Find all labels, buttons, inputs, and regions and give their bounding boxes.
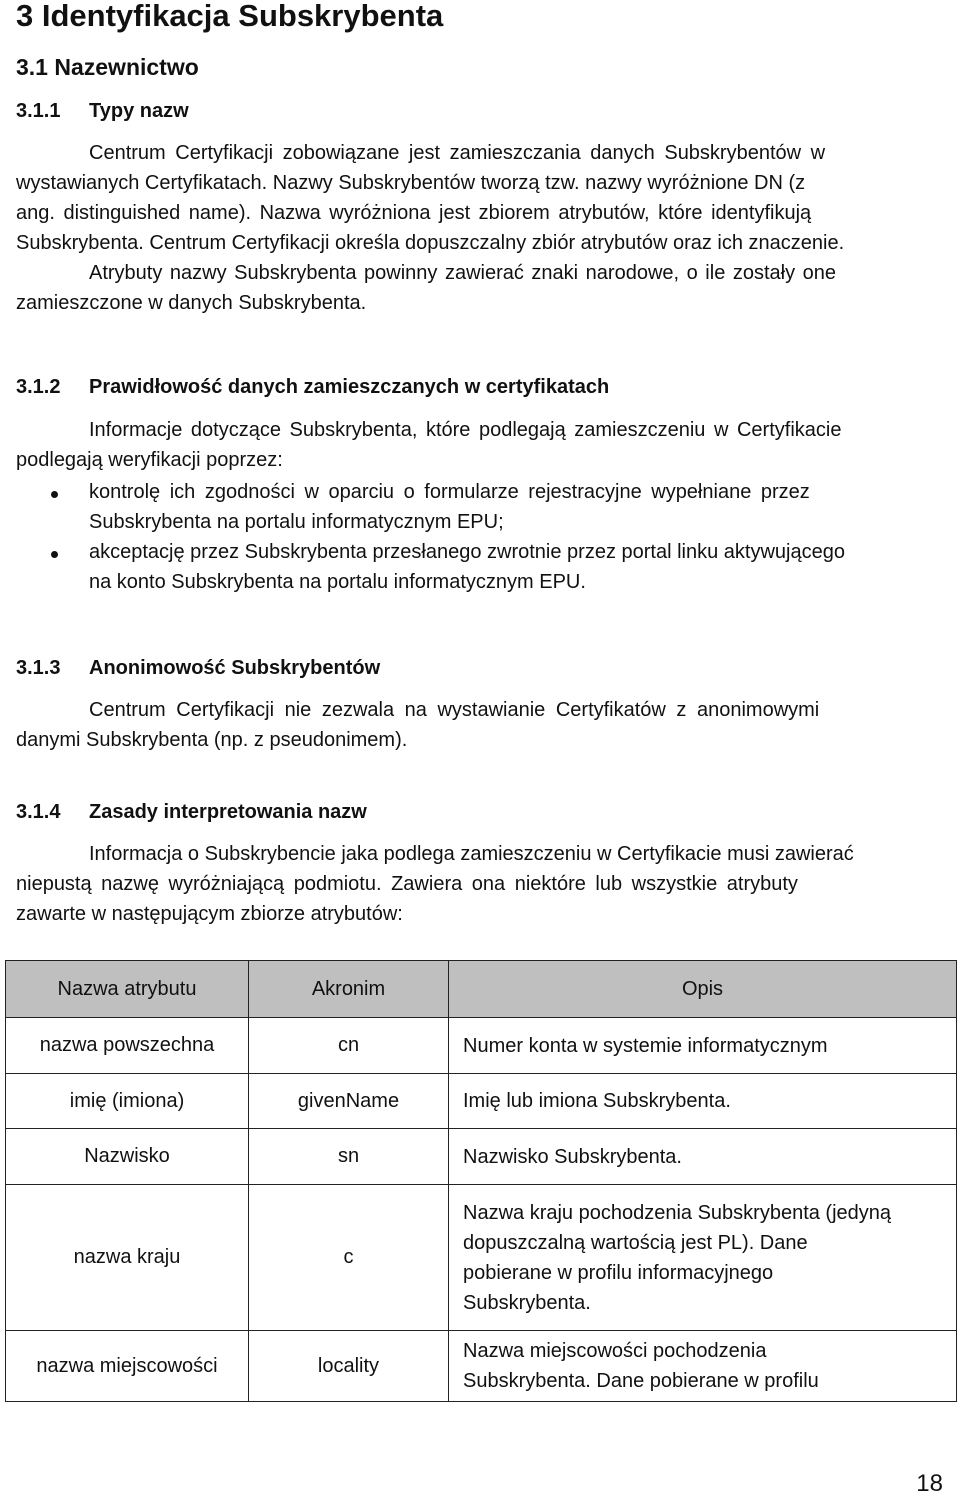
description-line: Nazwa kraju pochodzenia Subskrybenta (jedyną xyxy=(463,1201,892,1224)
paragraph-line: Informacje dotyczące Subskrybenta, które podlegają zamieszczeniu w Certyfikacie xyxy=(89,419,842,441)
paragraph-line: Atrybuty nazwy Subskrybenta powinny zawierać znaki narodowe, o ile zostały one xyxy=(89,262,837,284)
paragraph-line: Subskrybenta. Centrum Certyfikacji określa dopuszczalny zbiór atrybutów oraz ich znaczenie. xyxy=(16,232,845,254)
subsection-title: Zasady interpretowania nazw xyxy=(89,801,367,823)
bullet-icon xyxy=(51,491,58,498)
attribute-description-cell xyxy=(449,1018,957,1074)
attribute-acronym-cell: locality xyxy=(249,1331,449,1402)
paragraph-line: Centrum Certyfikacji nie zezwala na wystawianie Certyfikatów z anonimowymi xyxy=(89,699,820,721)
attribute-description-cell xyxy=(449,1185,957,1331)
description-line: Subskrybenta. xyxy=(463,1291,591,1314)
table-header-row xyxy=(6,961,957,1018)
description-line: Numer konta w systemie informatycznym xyxy=(463,1034,828,1057)
bullet-line: kontrolę ich zgodności w oparciu o formularze rejestracyjne wypełniane przez xyxy=(89,481,810,503)
attribute-acronym-cell: cn xyxy=(249,1018,449,1074)
description-line: pobierane w profilu informacyjnego xyxy=(463,1261,774,1284)
subsection-title: Prawidłowość danych zamieszczanych w certyfikatach xyxy=(89,376,610,398)
attribute-acronym-cell: sn xyxy=(249,1129,449,1185)
paragraph-line: podlegają weryfikacji poprzez: xyxy=(16,449,283,471)
bullet-line: Subskrybenta na portalu informatycznym EPU; xyxy=(89,511,504,533)
paragraph-line: danymi Subskrybenta (np. z pseudonimem). xyxy=(16,729,408,751)
attribute-name-cell: Nazwisko xyxy=(6,1129,249,1185)
attribute-name-cell: imię (imiona) xyxy=(6,1074,249,1129)
paragraph-line: Centrum Certyfikacji zobowiązane jest zamieszczania danych Subskrybentów w xyxy=(89,142,826,164)
description-line: Nazwisko Subskrybenta. xyxy=(463,1145,682,1168)
bullet-line: na konto Subskrybenta na portalu informatycznym EPU. xyxy=(89,571,586,593)
subsection-title: Anonimowość Subskrybentów xyxy=(89,657,381,679)
table-row xyxy=(6,1129,957,1185)
paragraph-line: ang. distinguished name). Nazwa wyróżniona jest zbiorem atrybutów, które identyfikują xyxy=(16,202,812,224)
description-line: Imię lub imiona Subskrybenta. xyxy=(463,1090,731,1112)
section-heading: 3.1 Nazewnictwo xyxy=(16,54,199,80)
subsection-number: 3.1.4 xyxy=(16,801,61,823)
paragraph-line: niepustą nazwę wyróżniającą podmiotu. Zawiera ona niektóre lub wszystkie atrybuty xyxy=(16,873,798,895)
paragraph-line: wystawianych Certyfikatach. Nazwy Subskrybentów tworzą tzw. nazwy wyróżnione DN (z xyxy=(16,172,806,194)
column-header-acronym: Akronim xyxy=(249,961,449,1018)
attribute-description-cell xyxy=(449,1074,957,1129)
subsection-number: 3.1.1 xyxy=(16,100,61,122)
attribute-name-cell: nazwa powszechna xyxy=(6,1018,249,1074)
attribute-name-cell: nazwa miejscowości xyxy=(6,1331,249,1402)
page-number: 18 xyxy=(916,1470,943,1497)
chapter-heading: 3 Identyfikacja Subskrybenta xyxy=(16,0,444,33)
attribute-acronym-cell: c xyxy=(249,1185,449,1331)
subsection-number: 3.1.2 xyxy=(16,376,61,398)
attributes-table xyxy=(5,960,957,1402)
attribute-description-cell xyxy=(449,1331,957,1402)
bullet-line: akceptację przez Subskrybenta przesłanego zwrotnie przez portal linku aktywującego xyxy=(89,541,845,563)
bullet-icon xyxy=(51,551,58,558)
attribute-description-cell xyxy=(449,1129,957,1185)
attribute-acronym-cell: givenName xyxy=(249,1074,449,1129)
paragraph-line: Informacja o Subskrybencie jaka podlega zamieszczeniu w Certyfikacie musi zawierać xyxy=(89,843,854,865)
table-row xyxy=(6,1185,957,1331)
column-header-name: Nazwa atrybutu xyxy=(6,961,249,1018)
description-line: Subskrybenta. Dane pobierane w profilu xyxy=(463,1370,819,1392)
subsection-title: Typy nazw xyxy=(89,100,189,122)
table-row xyxy=(6,1331,957,1402)
description-line: Nazwa miejscowości pochodzenia xyxy=(463,1340,767,1362)
subsection-number: 3.1.3 xyxy=(16,657,61,679)
column-header-description: Opis xyxy=(449,961,957,1018)
attribute-name-cell: nazwa kraju xyxy=(6,1185,249,1331)
description-line: dopuszczalną wartością jest PL). Dane xyxy=(463,1231,808,1254)
table-row xyxy=(6,1018,957,1074)
table-row xyxy=(6,1074,957,1129)
paragraph-line: zamieszczone w danych Subskrybenta. xyxy=(16,292,367,314)
paragraph-line: zawarte w następującym zbiorze atrybutów: xyxy=(16,903,403,925)
